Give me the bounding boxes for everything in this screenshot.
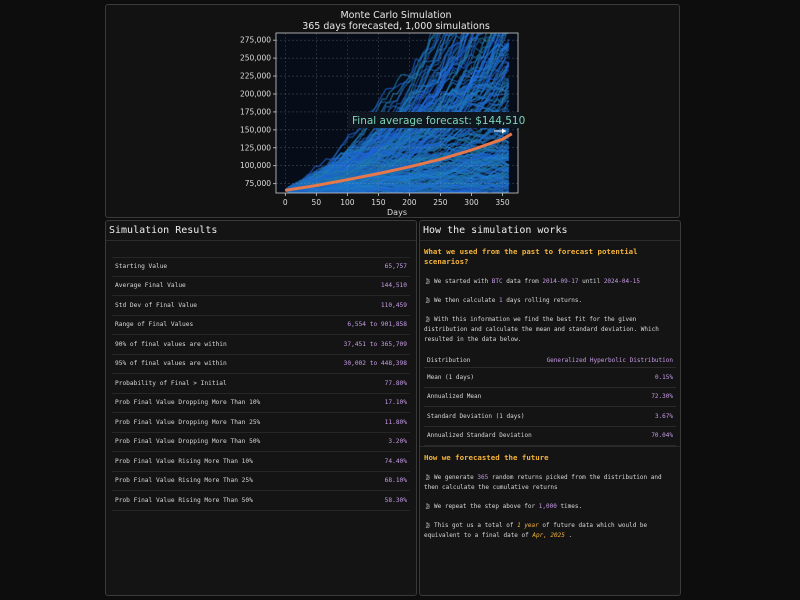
result-value: 11.80% <box>384 418 407 426</box>
leaf-icon: 🍃︎ <box>424 316 432 323</box>
leaf-icon: 🍃︎ <box>424 278 432 285</box>
chart-panel <box>105 4 680 218</box>
result-row <box>112 257 410 277</box>
distribution-label: Annualized Standard Deviation <box>424 426 539 446</box>
results-title: Simulation Results <box>106 221 416 241</box>
result-value: 74.40% <box>384 457 407 465</box>
result-value: 110,459 <box>380 301 407 309</box>
bullet-repeat: 🍃︎ We repeat the step above for 1,000 times. <box>424 503 583 510</box>
x-axis-label: Days <box>387 208 407 217</box>
y-tick-label: 100,000 <box>239 161 271 171</box>
result-row <box>112 374 410 394</box>
how-title: How the simulation works <box>420 221 680 241</box>
distribution-row <box>424 407 676 427</box>
result-value: 68.10% <box>384 477 407 485</box>
future-section-title: How we forecasted the future <box>424 453 549 462</box>
distribution-value: 3.67% <box>539 407 676 427</box>
distribution-label: Standard Deviation (1 days) <box>424 407 539 427</box>
distribution-row <box>424 426 676 446</box>
result-label: 90% of final values are within <box>115 340 227 348</box>
result-label: Std Dev of Final Value <box>115 301 197 309</box>
result-row <box>112 277 410 297</box>
result-label: Prob Final Value Rising More Than 10% <box>115 457 253 465</box>
y-tick-label: 275,000 <box>239 35 271 45</box>
bullet-generate-returns: 🍃︎ We generate 365 random returns picked from the distribution and then calculate the cumulative returns <box>424 474 662 491</box>
monte-carlo-chart <box>106 5 681 219</box>
leaf-icon: 🍃︎ <box>424 474 432 481</box>
result-row <box>112 491 410 511</box>
ticker: BTC <box>491 278 503 285</box>
result-label: Prob Final Value Rising More Than 25% <box>115 477 253 485</box>
leaf-icon: 🍃︎ <box>424 297 432 304</box>
y-tick-label: 125,000 <box>239 143 271 153</box>
distribution-label: Mean (1 days) <box>424 368 539 388</box>
result-row <box>112 452 410 472</box>
distribution-row <box>424 368 676 388</box>
x-tick-label: 300 <box>464 198 479 207</box>
result-row <box>112 394 410 414</box>
dist-header-label: Distribution <box>424 354 539 368</box>
result-value: 77.80% <box>384 379 407 387</box>
leaf-icon: 🍃︎ <box>424 503 432 510</box>
result-label: Prob Final Value Rising More Than 50% <box>115 496 253 504</box>
result-label: Starting Value <box>115 263 168 271</box>
section-divider <box>420 446 680 447</box>
result-row <box>112 433 410 453</box>
result-label: Prob Final Value Dropping More Than 10% <box>115 399 261 407</box>
y-tick-label: 200,000 <box>239 89 271 99</box>
x-tick-label: 150 <box>371 198 386 207</box>
x-tick-label: 50 <box>311 198 322 207</box>
y-tick-label: 150,000 <box>239 125 271 135</box>
forecast-horizon: 1 year <box>517 522 539 529</box>
result-row <box>112 355 410 375</box>
rolling-days: 1 <box>499 297 503 304</box>
dist-header-value: Generalized Hyperbolic Distribution <box>539 354 676 368</box>
final-date: Apr, 2025 <box>532 532 565 539</box>
result-value: 144,510 <box>380 282 407 290</box>
end-date: 2024-04-15 <box>603 278 640 285</box>
results-table <box>106 257 416 511</box>
days-generated: 365 <box>477 474 489 481</box>
result-label: Prob Final Value Dropping More Than 50% <box>115 438 261 446</box>
bullet-best-fit: 🍃︎ With this information we find the best fit for the given distribution and calculate the mean and standard deviation. Which resulted in the data below. <box>424 316 659 343</box>
x-tick-label: 250 <box>433 198 448 207</box>
distribution-value: 72.30% <box>539 387 676 407</box>
result-value: 3.20% <box>388 438 407 446</box>
y-tick-label: 175,000 <box>239 107 271 117</box>
x-tick-label: 100 <box>340 198 355 207</box>
result-row <box>112 296 410 316</box>
result-value: 58.30% <box>384 496 407 504</box>
distribution-row <box>424 387 676 407</box>
result-row <box>112 316 410 336</box>
how-simulation-works-panel <box>419 220 681 596</box>
result-value: 30,002 to 448,398 <box>343 360 407 368</box>
result-value: 37,451 to 365,709 <box>343 340 407 348</box>
start-date: 2014-09-17 <box>542 278 579 285</box>
distribution-value: 70.04% <box>539 426 676 446</box>
result-label: Range of Final Values <box>115 321 194 329</box>
result-label: Probability of Final > Initial <box>115 379 227 387</box>
bullet-data-range: 🍃︎ We started with BTC data from 2014-09-17 until 2024-04-15 <box>424 278 640 285</box>
result-label: Prob Final Value Dropping More Than 25% <box>115 418 261 426</box>
x-tick-label: 350 <box>495 198 510 207</box>
leaf-icon: 🍃︎ <box>424 522 432 529</box>
simulation-count: 1,000 <box>538 503 557 510</box>
distribution-table <box>424 354 676 446</box>
chart-title: Monte Carlo Simulation <box>340 10 452 21</box>
result-row <box>112 472 410 492</box>
bullet-total: 🍃︎ This got us a total of 1 year of future data which would be equivalent to a final date of Apr, 2025 . <box>424 522 648 539</box>
result-row <box>112 413 410 433</box>
simulation-results-panel <box>105 220 417 596</box>
result-value: 6,554 to 901,858 <box>347 321 407 329</box>
y-tick-label: 225,000 <box>239 71 271 81</box>
result-value: 17.10% <box>384 399 407 407</box>
x-tick-label: 200 <box>402 198 417 207</box>
distribution-value: 0.15% <box>539 368 676 388</box>
result-label: Average Final Value <box>115 282 186 290</box>
annotation-text: Final average forecast: $144,510 <box>352 115 526 127</box>
y-tick-label: 75,000 <box>244 179 271 189</box>
x-tick-label: 0 <box>282 198 288 207</box>
result-value: 65,757 <box>384 263 407 271</box>
bullet-rolling-returns: 🍃︎ We then calculate 1 days rolling returns. <box>424 297 583 304</box>
past-section-title: What we used from the past to forecast potential scenarios? <box>424 247 638 266</box>
result-row <box>112 335 410 355</box>
chart-subtitle: 365 days forecasted, 1,000 simulations <box>302 21 490 32</box>
distribution-label: Annualized Mean <box>424 387 539 407</box>
y-tick-label: 250,000 <box>239 53 271 63</box>
result-label: 95% of final values are within <box>115 360 227 368</box>
